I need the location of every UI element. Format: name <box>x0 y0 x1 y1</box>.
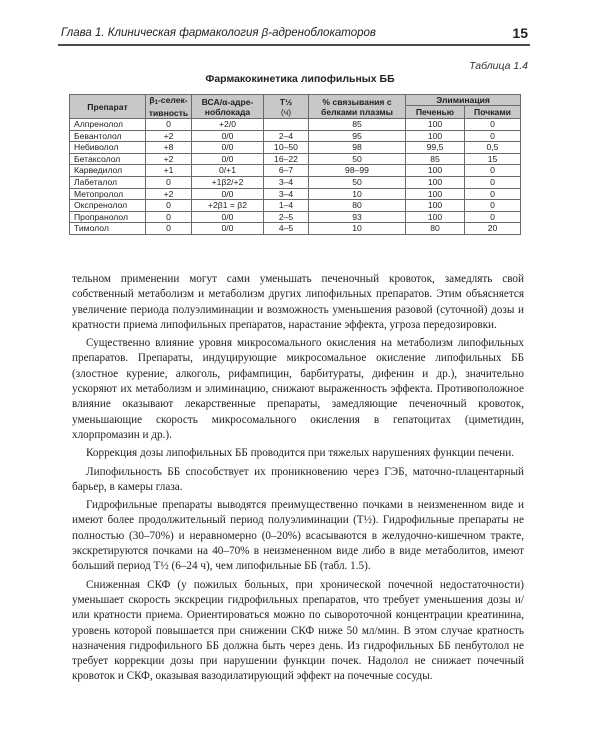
cell-t-half: 16–22 <box>264 153 309 165</box>
header-selectivity-beta: β <box>149 95 155 105</box>
header-drug: Препарат <box>70 95 146 119</box>
cell-liver: 100 <box>406 200 465 212</box>
cell-kidney: 15 <box>465 153 521 165</box>
cell-bca: +2/0 <box>192 119 264 131</box>
paragraph: Существенно влияние уровня микросомального окисления на метаболизм липофильных препаратов. Препараты, индуцирующие микросомальное окисление липофильных ББ (злостное курение, алкоголь, рифампицин, барбитураты, дифенин и др.), значительно ускоряют их метаболизм и элиминацию, снижают выраженность эффекта. Противоположное влияние оказывают лекарственные препараты, замедляющие печеночный кровоток, уменьшающие скорость микросомального окисления в гепатоцитах (циметидин, хлорпромазин и др.). <box>72 337 524 441</box>
pharmacokinetics-table <box>69 94 521 235</box>
cell-t-half: 3–4 <box>264 188 309 200</box>
header-selectivity-sub: 1 <box>154 100 158 106</box>
header-t-half <box>264 95 309 119</box>
cell-protein: 98–99 <box>309 165 406 177</box>
cell-liver: 100 <box>406 165 465 177</box>
cell-kidney: 0 <box>465 130 521 142</box>
table-row <box>70 165 521 177</box>
cell-liver: 80 <box>406 223 465 235</box>
chapter-title: Глава 1. Клиническая фармакология β-адреноблокаторов <box>61 27 376 39</box>
cell-protein: 80 <box>309 200 406 212</box>
cell-bca: 0/0 <box>192 142 264 154</box>
table-row <box>70 211 521 223</box>
header-protein-binding: % связывания с белками плазмы <box>309 95 406 119</box>
cell-drug: Алпренолол <box>70 119 146 131</box>
running-header <box>58 22 530 46</box>
cell-selectivity: +2 <box>146 153 192 165</box>
paragraph: Гидрофильные препараты выводятся преимущественно почками в неизмененном виде и имеют более продолжительный период полуэлиминации (Т½). Гидрофильные препараты не полностью (30–70%) и неравномерно (0–20%) всасываются в желудочно-кишечном тракте, экскретируются почками на 40–70% в неизмененном виде либо в виде метаболитов, имеют больший период Т½ (6–24 ч), чем липофильные ББ (табл. 1.5). <box>72 499 524 573</box>
cell-protein: 50 <box>309 153 406 165</box>
table-label: Таблица 1.4 <box>469 60 528 72</box>
cell-liver: 85 <box>406 153 465 165</box>
cell-liver: 100 <box>406 211 465 223</box>
cell-protein: 10 <box>309 223 406 235</box>
paragraph: Липофильность ББ способствует их проникновению через ГЭБ, маточно-плацентарный барьер, в камеры глаза. <box>72 465 524 493</box>
cell-selectivity: +8 <box>146 142 192 154</box>
body-text <box>72 269 524 685</box>
cell-liver: 100 <box>406 130 465 142</box>
cell-kidney: 0,5 <box>465 142 521 154</box>
header-selectivity <box>146 95 192 119</box>
cell-drug: Бетаксолол <box>70 153 146 165</box>
cell-bca: 0/0 <box>192 153 264 165</box>
cell-kidney: 0 <box>465 119 521 131</box>
table-body <box>70 119 521 235</box>
cell-t-half: 10–50 <box>264 142 309 154</box>
cell-liver: 99,5 <box>406 142 465 154</box>
header-bca: ВСА/α-адре-ноблокада <box>192 95 264 119</box>
cell-bca: 0/0 <box>192 223 264 235</box>
cell-drug: Лабеталол <box>70 176 146 188</box>
cell-t-half: 4–5 <box>264 223 309 235</box>
cell-selectivity: +2 <box>146 188 192 200</box>
header-elimination: Элиминация <box>406 95 521 106</box>
header-t-half-label: Т½ <box>279 96 293 107</box>
cell-t-half: 6–7 <box>264 165 309 177</box>
cell-drug: Тимолол <box>70 223 146 235</box>
cell-protein: 85 <box>309 119 406 131</box>
table-row <box>70 130 521 142</box>
cell-bca: 0/0 <box>192 188 264 200</box>
cell-t-half: 2–5 <box>264 211 309 223</box>
page-number: 15 <box>512 25 528 41</box>
cell-kidney: 0 <box>465 200 521 212</box>
cell-bca: 0/0 <box>192 211 264 223</box>
cell-selectivity: 0 <box>146 176 192 188</box>
cell-selectivity: 0 <box>146 200 192 212</box>
cell-t-half <box>264 119 309 131</box>
cell-protein: 10 <box>309 188 406 200</box>
cell-bca: +1β2/+2 <box>192 176 264 188</box>
cell-liver: 100 <box>406 119 465 131</box>
paragraph: Сниженная СКФ (у пожилых больных, при хронической почечной недостаточности) уменьшает скорость экскреции гидрофильных препаратов, что требует уменьшения дозы и/или кратности приема. Ориентироваться можно по сывороточной концентрации креатинина, уровень которой повышается при снижении СКФ ниже 50 мл/мин. В этом случае кратность назначения гидрофильного ББ должна быть через день. Из гидрофильных ББ пенбутолол не требует коррекции дозы при нарушении функции почек. Надолол не снижает почечный кровоток и СКФ, оказывая вазодилатирующий эффект на почечные сосуды. <box>72 578 524 683</box>
cell-drug: Метопролол <box>70 188 146 200</box>
cell-drug: Пропранолол <box>70 211 146 223</box>
paragraph: тельном применении могут сами уменьшать печеночный кровоток, замедлять свой собственный метаболизм и метаболизм других липофильных препаратов. Этим объясняется увеличение периода полуэлиминации и возможность уменьшения разовой (суточной) дозы и кратности приема липофильных препаратов, нарастание эффекта, угроза передозировки. <box>72 273 524 331</box>
cell-t-half: 3–4 <box>264 176 309 188</box>
cell-drug: Окспренолол <box>70 200 146 212</box>
cell-selectivity: 0 <box>146 211 192 223</box>
cell-kidney: 0 <box>465 211 521 223</box>
table-title: Фармакокинетика липофильных ББ <box>205 73 395 85</box>
cell-kidney: 0 <box>465 165 521 177</box>
table-row <box>70 119 521 131</box>
cell-bca: 0/0 <box>192 130 264 142</box>
cell-t-half: 1–4 <box>264 200 309 212</box>
cell-kidney: 0 <box>465 188 521 200</box>
cell-protein: 50 <box>309 176 406 188</box>
table-row <box>70 142 521 154</box>
cell-liver: 100 <box>406 176 465 188</box>
table-row <box>70 223 521 235</box>
cell-protein: 95 <box>309 130 406 142</box>
paragraph: Коррекция дозы липофильных ББ проводится при тяжелых нарушениях функции печени. <box>86 447 515 460</box>
cell-liver: 100 <box>406 188 465 200</box>
cell-kidney: 0 <box>465 176 521 188</box>
table-row <box>70 188 521 200</box>
header-t-half-unit: (ч) <box>280 106 292 117</box>
table-row <box>70 153 521 165</box>
cell-kidney: 20 <box>465 223 521 235</box>
header-selectivity-rest: -селек-тивность <box>148 95 189 118</box>
cell-drug: Карведилол <box>70 165 146 177</box>
header-kidney: Почками <box>465 106 521 119</box>
cell-bca: +2β1 = β2 <box>192 200 264 212</box>
header-liver: Печенью <box>406 106 465 119</box>
table-row <box>70 176 521 188</box>
cell-selectivity: +1 <box>146 165 192 177</box>
cell-drug: Небиволол <box>70 142 146 154</box>
cell-selectivity: +2 <box>146 130 192 142</box>
cell-protein: 93 <box>309 211 406 223</box>
cell-bca: 0/+1 <box>192 165 264 177</box>
cell-protein: 98 <box>309 142 406 154</box>
cell-t-half: 2–4 <box>264 130 309 142</box>
cell-drug: Бевантолол <box>70 130 146 142</box>
cell-selectivity: 0 <box>146 119 192 131</box>
table-row <box>70 200 521 212</box>
cell-selectivity: 0 <box>146 223 192 235</box>
